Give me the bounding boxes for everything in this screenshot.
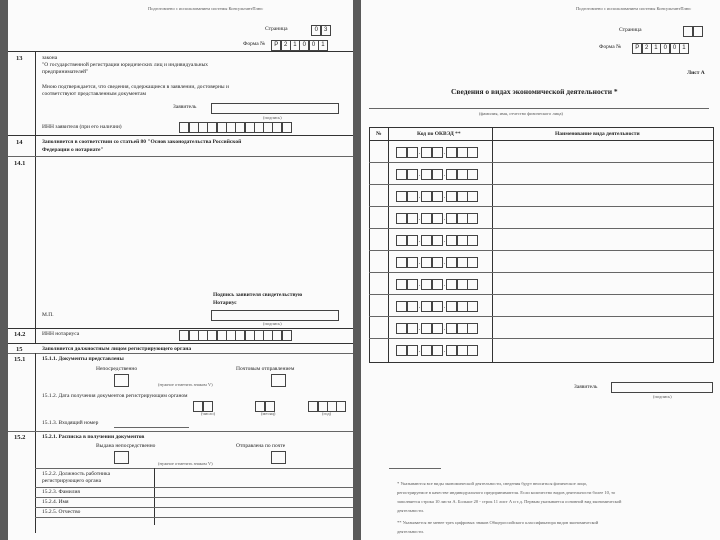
footnote-2: деятельности.: [397, 529, 424, 534]
row-divider: [369, 250, 713, 251]
option-sent: Отправлена по почте: [236, 443, 286, 449]
form-number-cells: [633, 43, 689, 54]
divider: [35, 468, 353, 469]
footnote-rule: [389, 468, 441, 469]
page-number-label: Страница: [619, 27, 642, 33]
form-digit: 0: [670, 43, 680, 54]
divider: [8, 51, 353, 52]
surname-label: 15.2.3. Фамилия: [42, 489, 80, 495]
form-page-right: [361, 0, 720, 540]
okved-code-cells[interactable]: . .: [397, 169, 478, 180]
issued-checkbox[interactable]: [114, 451, 129, 464]
form-digit: 2: [281, 40, 291, 51]
divider: [35, 497, 353, 498]
applicant-signature-field[interactable]: [611, 382, 713, 393]
row-divider: [369, 294, 713, 295]
okved-code-cells[interactable]: . .: [397, 301, 478, 312]
personally-checkbox[interactable]: [114, 374, 129, 387]
section-15-1-number: 15.1: [14, 356, 26, 363]
divider: [35, 507, 353, 508]
divider: [35, 517, 353, 518]
applicant-inn-cells[interactable]: [180, 122, 292, 133]
form-digit: 1: [679, 43, 689, 54]
section-13-line: предпринимателей": [42, 69, 89, 75]
row-divider: [369, 316, 713, 317]
form-digit: 1: [318, 40, 328, 51]
okved-code-cells[interactable]: . .: [397, 257, 478, 268]
form-digit: 1: [290, 40, 300, 51]
applicant-signature-field[interactable]: [211, 103, 339, 114]
incoming-number-field[interactable]: [114, 427, 189, 428]
notary-label: Нотариус: [213, 300, 237, 306]
section-14-1-number: 14.1: [14, 160, 26, 167]
form-page-left: [8, 0, 353, 540]
page-header: Подготовлено с использованием системы КонсультантПлюс: [576, 6, 692, 11]
footnote-2: ** Указывается не менее трех цифровых знаков Общероссийского классификатора видов экономической: [397, 520, 599, 525]
okved-code-cells[interactable]: . .: [397, 213, 478, 224]
documents-submitted: 15.1.1. Документы представлены: [42, 356, 124, 362]
form-digit: Р: [271, 40, 281, 51]
applicant-inn-label: ИНН заявителя (при его наличии): [42, 124, 122, 130]
position-label: регистрирующего органа: [42, 478, 102, 484]
row-divider: [369, 338, 713, 339]
page-number-cells[interactable]: [684, 26, 703, 37]
position-label: 15.2.2. Должность работника: [42, 471, 111, 477]
month-caption: (месяц): [261, 411, 276, 416]
column-divider: [35, 51, 36, 343]
section-13-line: "О государственной регистрации юридических лиц и индивидуальных: [42, 62, 209, 68]
sheet-label: Лист А: [687, 70, 705, 76]
footnote-1: деятельности.: [397, 508, 424, 513]
section-15-2-number: 15.2: [14, 434, 26, 441]
form-digit: 0: [299, 40, 309, 51]
sheet-title: Сведения о видах экономической деятельности *: [451, 87, 618, 96]
footnote-1: регистрируемое в качестве индивидуального предпринимателя. Если количество видов деятельности более 10, то: [397, 490, 616, 495]
notary-inn-label: ИНН нотариуса: [42, 331, 80, 337]
form-digit: 0: [660, 43, 670, 54]
divider: [35, 487, 353, 488]
col-code-header: Код по ОКВЭД **: [417, 131, 461, 137]
notary-certification: Подпись заявителя свидетельствую: [213, 292, 303, 298]
applicant-label: Заявитель: [173, 104, 197, 110]
okved-code-cells[interactable]: . .: [397, 323, 478, 334]
page-header: Подготовлено с использованием системы КонсультантПлюс: [148, 6, 264, 11]
divider: [8, 343, 353, 344]
stamp-place: М.П.: [42, 312, 54, 318]
divider: [8, 353, 353, 354]
applicant-label: Заявитель: [574, 384, 598, 390]
by-mail-checkbox[interactable]: [271, 374, 286, 387]
form-digit: 1: [651, 43, 661, 54]
footnote-1: заполняется строка 10 листа А. Больше 20 - строк 11 лист А и т.д. Первым указывается основной вид экономической: [397, 499, 622, 504]
option-personally: Непосредственно: [96, 366, 138, 372]
page-number-cells[interactable]: [312, 25, 331, 36]
okved-code-cells[interactable]: . .: [397, 345, 478, 356]
mark-caption: (нужное отметить знаком V): [158, 461, 213, 466]
notary-inn-cells[interactable]: [180, 330, 292, 341]
section-15-number: 15: [16, 346, 23, 353]
incoming-number-label: 15.1.3. Входящий номер: [42, 420, 99, 426]
form-digit: 0: [309, 40, 319, 51]
section-14-number: 14: [16, 139, 23, 146]
divider: [8, 328, 353, 329]
divider: [8, 135, 353, 136]
row-divider: [369, 228, 713, 229]
name-label: 15.2.4. Имя: [42, 499, 69, 505]
notary-signature-field[interactable]: [211, 310, 339, 321]
section-14-2-number: 14.2: [14, 331, 26, 338]
section-15-title: Заполняется должностным лицом регистрирующего органа: [42, 346, 192, 352]
sent-checkbox[interactable]: [271, 451, 286, 464]
receipt-label: 15.2.1. Расписка в получении документов: [42, 434, 145, 440]
okved-code-cells[interactable]: . .: [397, 235, 478, 246]
form-digit: 2: [642, 43, 652, 54]
divider: [8, 156, 353, 157]
day-caption: (число): [201, 411, 216, 416]
section-13-number: 13: [16, 55, 23, 62]
page-digit[interactable]: 0: [311, 25, 321, 36]
section-13-confirmation: Мною подтверждается, что сведения, содержащиеся в заявлении, достоверны и: [42, 84, 229, 90]
signature-caption: (подпись): [263, 115, 282, 120]
name-caption: (фамилия, имя, отчество физического лица): [479, 111, 563, 116]
col-number-header: №: [376, 131, 382, 137]
section-14-title: Заполняется в соответствии со статьей 80 "Основ законодательства Российской: [42, 139, 242, 145]
option-by-mail: Почтовым отправлением: [236, 366, 295, 372]
row-divider: [369, 272, 713, 273]
section-14-title: Федерации о нотариате": [42, 147, 104, 153]
mark-caption: (нужное отметить знаком V): [158, 382, 213, 387]
row-divider: [369, 206, 713, 207]
footnote-1: * Указываются все виды экономической деятельности, сведения будут вноситься физическое лицо,: [397, 481, 588, 486]
patronymic-label: 15.2.5. Отчество: [42, 509, 81, 515]
okved-code-cells[interactable]: . .: [397, 191, 478, 202]
section-13-line: закона: [42, 55, 58, 61]
okved-code-cells[interactable]: . .: [397, 279, 478, 290]
page-number-label: Страница: [265, 26, 288, 32]
row-divider: [369, 184, 713, 185]
form-digit: Р: [632, 43, 642, 54]
option-issued: Выдана непосредственно: [96, 443, 156, 449]
column-divider: [35, 353, 36, 533]
section-13-confirmation: соответствуют представленным документам: [42, 91, 147, 97]
form-number-cells: [272, 40, 328, 51]
row-divider: [369, 162, 713, 163]
form-number-label: Форма №: [599, 44, 622, 50]
receipt-date-label: 15.1.2. Дата получения документов регистрирующим органом: [42, 393, 188, 399]
okved-code-cells[interactable]: . .: [397, 147, 478, 158]
form-number-label: Форма №: [243, 41, 266, 47]
col-name-header: Наименование вида деятельности: [555, 131, 640, 137]
name-line[interactable]: [369, 108, 709, 109]
divider: [8, 431, 353, 432]
year-caption: (год): [322, 411, 332, 416]
page-digit[interactable]: 3: [321, 25, 331, 36]
header-divider: [369, 140, 713, 141]
signature-caption: (подпись): [263, 321, 282, 326]
signature-caption: (подпись): [653, 394, 672, 399]
